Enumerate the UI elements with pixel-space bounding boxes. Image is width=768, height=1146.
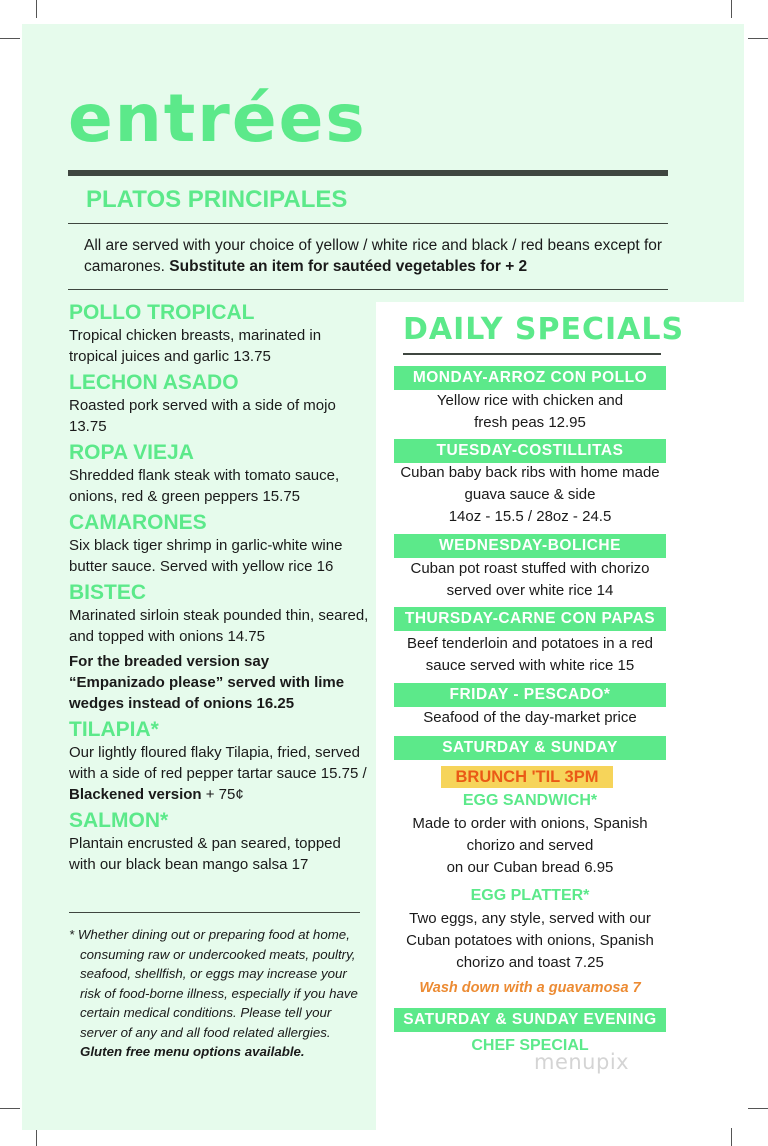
guavamosa-note: Wash down with a guavamosa 7 [419,980,641,996]
entree-description: Shredded flank steak with tomato sauce, onions, red & green peppers 15.75 [69,467,340,505]
brunch-line: Made to order with onions, Spanish [412,815,648,832]
crop-mark [731,1128,732,1146]
intro-divider [68,289,668,290]
special-day-bar: MONDAY-ARROZ CON POLLO [394,366,666,390]
entree-name: LECHON ASADO [69,371,239,394]
entree-name: ROPA VIEJA [69,441,194,464]
entree-name: SALMON* [69,809,169,832]
page-title: entrées [68,80,367,157]
entree-name: TILAPIA* [69,718,159,741]
watermark: menupix [534,1050,630,1074]
crop-mark [0,1108,20,1109]
brunch-line: Cuban potatoes with onions, Spanish [406,932,654,949]
special-day-bar: SATURDAY & SUNDAY [394,736,666,760]
entree-description: Roasted pork served with a side of mojo 13.75 [69,397,336,435]
special-line: sauce served with white rice 15 [425,657,635,674]
special-day-bar: THURSDAY-CARNE CON PAPAS [394,607,666,631]
entree-name: POLLO TROPICAL [69,301,255,324]
special-line: Yellow rice with chicken and [436,392,624,409]
brunch-item-description [384,908,676,974]
special-line: Cuban baby back ribs with home made [400,464,660,481]
special-line: guava sauce & side [464,486,596,503]
special-line: Cuban pot roast stuffed with chorizo [410,560,650,577]
special-line: served over white rice 14 [446,582,614,599]
crop-mark [748,38,768,39]
entree-name: CAMARONES [69,511,207,534]
special-line: 14oz - 15.5 / 28oz - 24.5 [448,508,612,525]
brunch-item-name: EGG PLATTER* [470,887,590,904]
entree-name: BISTEC [69,581,147,604]
entree-description-plain: Our lightly floured flaky Tilapia, fried, served with a side of red pepper tartar sauce 15.75 / [69,744,367,782]
special-day-bar: WEDNESDAY-BOLICHE [394,534,666,558]
special-description [384,462,676,528]
brunch-line: on our Cuban bread 6.95 [446,859,614,876]
brunch-badge: BRUNCH 'TIL 3PM [441,766,613,788]
entree-description-tail: + 75¢ [201,786,244,803]
crop-mark [36,0,37,18]
chef-special: CHEF SPECIAL [471,1037,589,1054]
crop-mark [36,1128,37,1146]
subtitle-divider [68,223,668,224]
footnote-text: * Whether dining out or preparing food at home, consuming raw or undercooked meats, poultry, seafood, shellfish, or eggs may increase your risk of food-borne illness, especially if you have certain medical conditions. Please tell your server of any and all food related allergies. [69,927,358,1040]
special-line: Seafood of the day-market price [423,709,637,726]
intro-plain: All are served with your choice of yellow / white rice and black / red beans except for camarones. [84,237,663,275]
special-day-bar: TUESDAY-COSTILLITAS [394,439,666,463]
special-line: Beef tenderloin and potatoes in a red [406,635,653,652]
intro-bold: Substitute an item for sautéed vegetables for + 2 [169,258,528,275]
crop-mark [748,1108,768,1109]
title-divider [68,170,668,176]
brunch-item-name: EGG SANDWICH* [462,792,598,809]
entree-item [69,511,369,577]
brunch-item-description [384,813,676,879]
entree-item [69,581,369,714]
footnote-body [69,925,363,1062]
special-description [384,390,676,434]
special-day-bar: SATURDAY & SUNDAY EVENING [394,1008,666,1032]
entree-description: Tropical chicken breasts, marinated in tropical juices and garlic 13.75 [69,327,322,365]
entree-item [69,809,369,875]
entree-item [69,718,369,805]
special-line: fresh peas 12.95 [474,414,586,431]
entree-description [69,742,369,805]
page-subtitle: PLATOS PRINCIPALES [86,186,348,213]
entree-note: For the breaded version say “Empanizado please” served with lime wedges instead of onions 16.25 [69,653,345,712]
footnote [69,925,363,1062]
entree-item [69,441,369,507]
brunch-line: Two eggs, any style, served with our [409,910,651,927]
daily-specials-divider [403,353,661,355]
intro-text [84,235,684,277]
special-description [384,707,676,729]
brunch-line: chorizo and served [466,837,594,854]
crop-mark [0,38,20,39]
special-description [384,633,676,677]
footnote-bold: Gluten free menu options available. [80,1044,305,1059]
entree-item [69,301,369,367]
entree-description: Plantain encrusted & pan seared, topped with our black bean mango salsa 17 [69,835,341,873]
entree-description: Marinated sirloin steak pounded thin, seared, and topped with onions 14.75 [69,607,369,645]
entree-description: Six black tiger shrimp in garlic-white wine butter sauce. Served with yellow rice 16 [69,537,343,575]
entree-list [69,300,369,879]
footnote-divider [69,912,360,913]
special-description [384,558,676,602]
crop-mark [731,0,732,18]
special-day-bar: FRIDAY - PESCADO* [394,683,666,707]
entree-item [69,371,369,437]
daily-specials-title: DAILY SPECIALS [403,312,685,347]
entree-description-bold: Blackened version [69,786,202,803]
brunch-line: chorizo and toast 7.25 [456,954,604,971]
